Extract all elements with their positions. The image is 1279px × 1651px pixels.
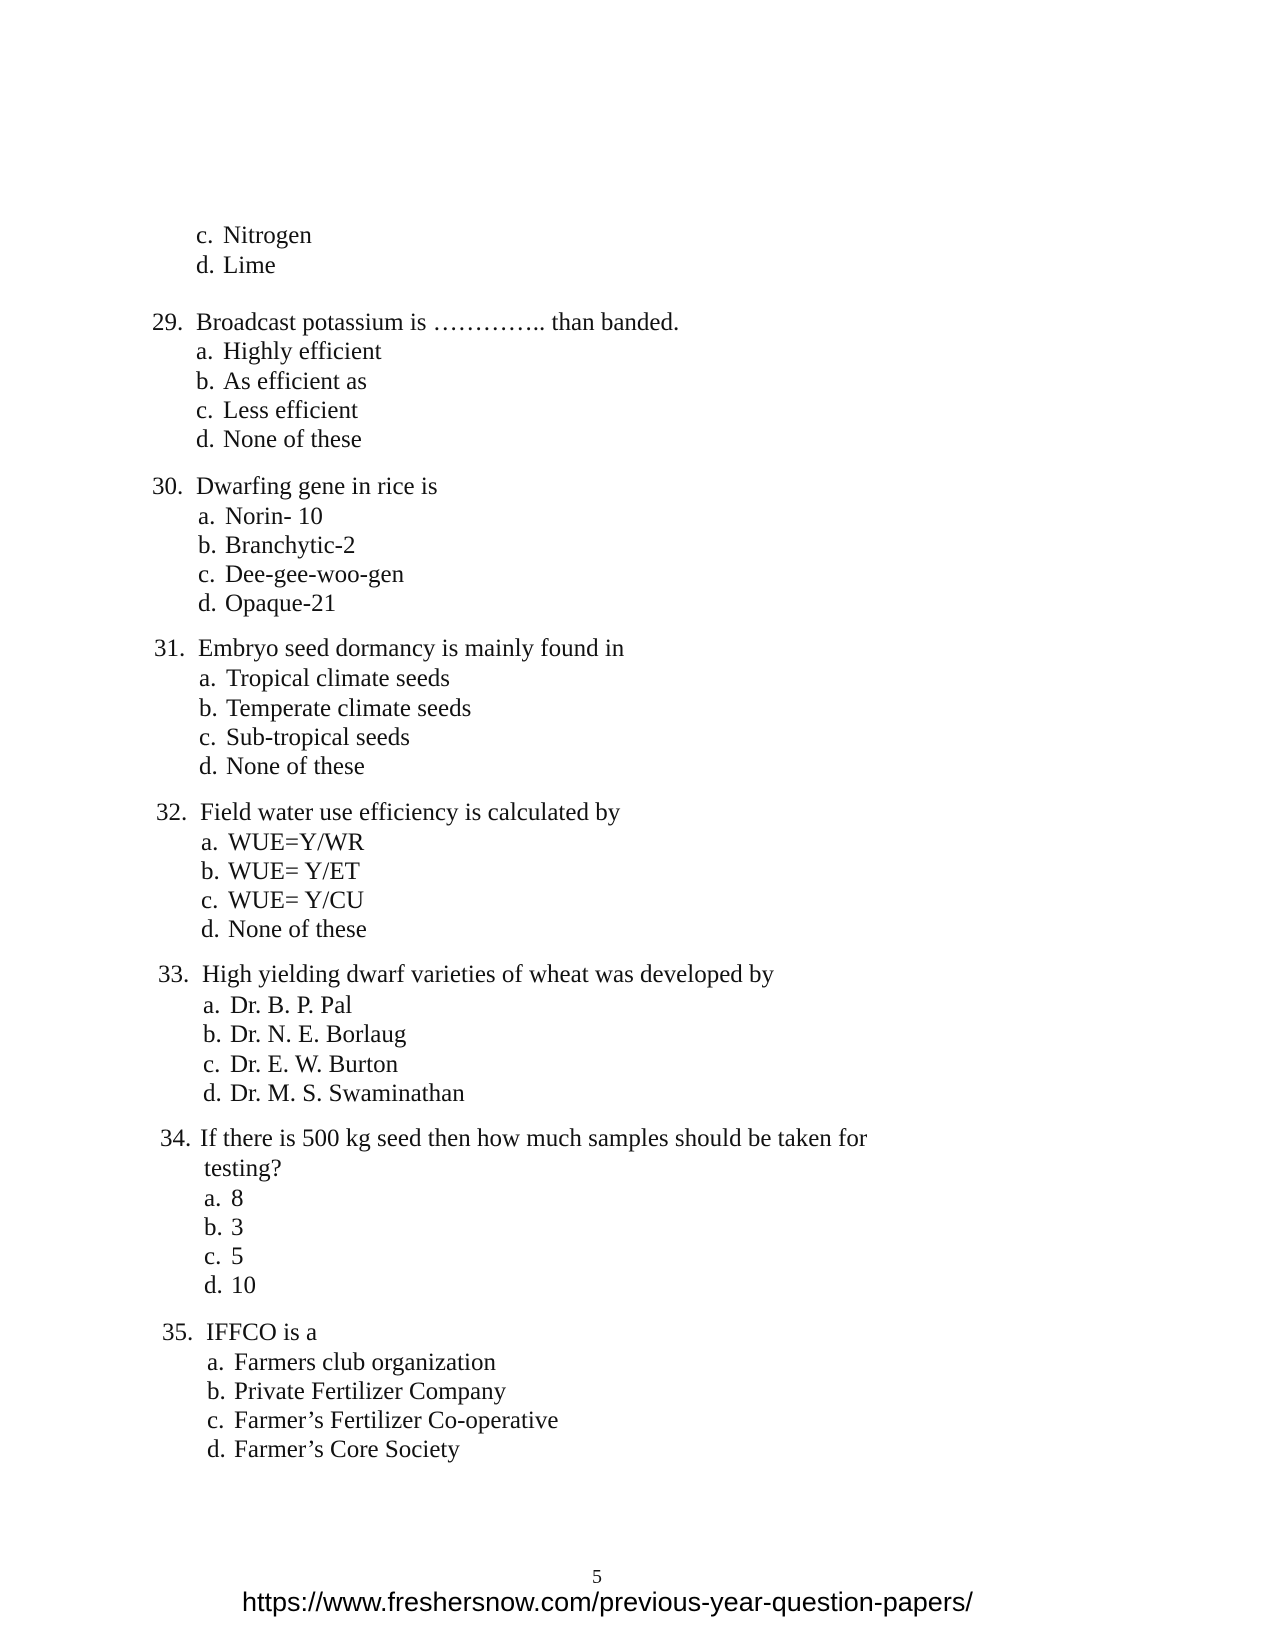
question-number: 35. — [162, 1319, 194, 1346]
option-text: Farmer’s Fertilizer Co-operative — [234, 1407, 559, 1434]
question-text: Field water use efficiency is calculated by — [200, 799, 621, 826]
question-number: 33. — [158, 961, 190, 988]
option-letter: a. — [204, 1185, 222, 1212]
option-text: Dr. M. S. Swaminathan — [230, 1080, 465, 1107]
question-number: 32. — [156, 799, 188, 826]
answer-option — [196, 425, 362, 455]
carryover-option — [196, 251, 276, 281]
option-text: Temperate climate seeds — [226, 695, 472, 722]
answer-option — [204, 1184, 244, 1214]
option-letter: c. — [198, 561, 216, 588]
option-letter: d. — [199, 753, 218, 780]
answer-option — [207, 1348, 496, 1378]
option-letter: b. — [199, 695, 218, 722]
question-stem — [152, 472, 438, 502]
option-letter: c. — [201, 887, 219, 914]
option-letter: b. — [203, 1021, 222, 1048]
option-letter: d. — [204, 1272, 223, 1299]
option-letter: c. — [196, 397, 214, 424]
question-text: If there is 500 kg seed then how much samples should be taken for — [200, 1125, 868, 1152]
question-number: 29. — [152, 309, 184, 336]
option-text: 10 — [231, 1272, 256, 1299]
answer-option — [199, 752, 365, 782]
question-text: Embryo seed dormancy is mainly found in — [198, 635, 625, 662]
answer-option — [203, 1050, 398, 1080]
question-stem — [162, 1318, 317, 1348]
answer-option — [203, 1079, 465, 1109]
question-stem — [152, 308, 679, 338]
option-letter: a. — [201, 829, 219, 856]
answer-option — [201, 857, 360, 887]
option-text: WUE= Y/CU — [228, 887, 365, 914]
answer-option — [207, 1377, 506, 1407]
answer-option — [199, 664, 450, 694]
option-letter: d. — [196, 426, 215, 453]
option-text: None of these — [228, 916, 367, 943]
option-text: As efficient as — [223, 368, 367, 395]
option-letter: d. — [198, 590, 217, 617]
answer-option — [203, 991, 352, 1021]
answer-option — [207, 1406, 558, 1436]
option-text: None of these — [223, 426, 362, 453]
option-letter: d. — [207, 1436, 226, 1463]
question-stem — [154, 634, 624, 664]
question-number: 34. — [160, 1125, 192, 1152]
question-number: 31. — [154, 635, 186, 662]
answer-option — [198, 531, 356, 561]
option-letter: d. — [203, 1080, 222, 1107]
option-text: Dee-gee-woo-gen — [225, 561, 405, 588]
answer-option — [201, 828, 364, 858]
option-text: Lime — [223, 252, 276, 279]
answer-option — [203, 1020, 406, 1050]
answer-option — [196, 367, 367, 397]
option-text: Private Fertilizer Company — [234, 1378, 507, 1405]
answer-option — [198, 560, 404, 590]
option-text: WUE=Y/WR — [228, 829, 365, 856]
answer-option — [204, 1271, 256, 1301]
answer-option — [204, 1213, 244, 1243]
question-text: IFFCO is a — [206, 1319, 318, 1346]
option-text: Farmers club organization — [234, 1349, 496, 1376]
option-text: WUE= Y/ET — [228, 858, 360, 885]
question-stem — [156, 798, 620, 828]
answer-option — [198, 502, 323, 532]
option-letter: d. — [201, 916, 220, 943]
option-letter: c. — [207, 1407, 225, 1434]
option-letter: a. — [203, 992, 221, 1019]
page-number: 5 — [592, 1566, 602, 1588]
question-text: High yielding dwarf varieties of wheat was developed by — [202, 961, 775, 988]
question-stem — [160, 1124, 867, 1154]
option-letter: b. — [198, 532, 217, 559]
option-text: Norin- 10 — [225, 503, 323, 530]
option-letter: b. — [201, 858, 220, 885]
option-text: Branchytic-2 — [225, 532, 356, 559]
option-letter: c. — [199, 724, 217, 751]
answer-option — [204, 1242, 244, 1272]
option-text: 5 — [231, 1243, 244, 1270]
option-letter: c. — [203, 1051, 221, 1078]
option-letter: a. — [196, 338, 214, 365]
option-letter: c. — [204, 1243, 222, 1270]
option-letter: a. — [199, 665, 217, 692]
answer-option — [196, 337, 382, 367]
option-letter: a. — [207, 1349, 225, 1376]
answer-option — [199, 723, 410, 753]
footer-url-link[interactable]: https://www.freshersnow.com/previous-year-question-papers/ — [242, 1587, 973, 1617]
option-letter: b. — [204, 1214, 223, 1241]
question-text-continuation: testing? — [204, 1155, 282, 1182]
option-text: Dr. N. E. Borlaug — [230, 1021, 407, 1048]
option-text: Less efficient — [223, 397, 358, 424]
option-text: Dr. B. P. Pal — [230, 992, 353, 1019]
option-text: Sub-tropical seeds — [226, 724, 410, 751]
answer-option — [198, 589, 336, 619]
option-text: Farmer’s Core Society — [234, 1436, 460, 1463]
option-text: Nitrogen — [223, 222, 312, 249]
answer-option — [201, 915, 367, 945]
option-letter: a. — [198, 503, 216, 530]
option-letter: b. — [196, 368, 215, 395]
answer-option — [199, 694, 471, 724]
question-text: Dwarfing gene in rice is — [196, 473, 438, 500]
option-text: Tropical climate seeds — [226, 665, 451, 692]
question-stem — [158, 960, 774, 990]
option-text: Opaque-21 — [225, 590, 337, 617]
option-text: Dr. E. W. Burton — [230, 1051, 399, 1078]
option-letter: d. — [196, 252, 215, 279]
option-letter: c. — [196, 222, 214, 249]
answer-option — [196, 396, 358, 426]
option-text: 8 — [231, 1185, 244, 1212]
option-text: None of these — [226, 753, 365, 780]
answer-option — [207, 1435, 460, 1465]
option-letter: b. — [207, 1378, 226, 1405]
carryover-option — [196, 221, 312, 251]
option-text: 3 — [231, 1214, 244, 1241]
question-number: 30. — [152, 473, 184, 500]
option-text: Highly efficient — [223, 338, 382, 365]
answer-option — [201, 886, 364, 916]
question-text: Broadcast potassium is ………….. than banded. — [196, 309, 680, 336]
